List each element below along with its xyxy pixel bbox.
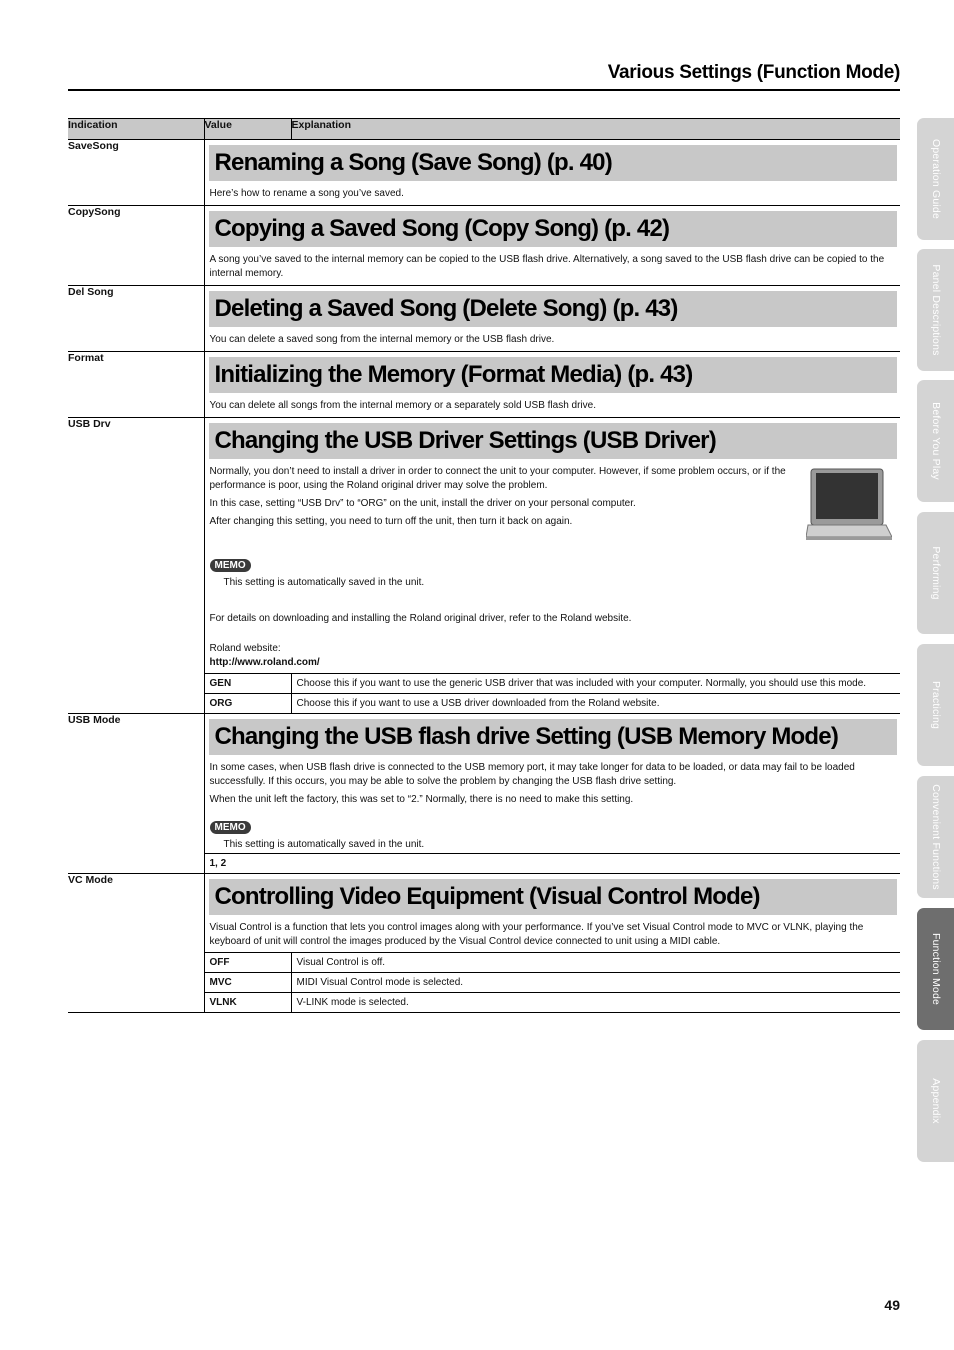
value-org: ORG — [204, 694, 291, 714]
usb-driver-text-5: Roland website: — [209, 643, 281, 654]
usb-mode-value-range: 1, 2 — [205, 853, 901, 873]
header-indication: Indication — [68, 119, 204, 140]
indication-usbdrv: USB Drv — [68, 418, 204, 714]
value-gen-desc: Choose this if you want to use the generic USB driver that was included with your computer. Normally, you should use this mode. — [291, 674, 900, 694]
section-text: You can delete all songs from the internal memory or a separately sold USB flash drive. — [209, 400, 596, 411]
section-heading: Controlling Video Equipment (Visual Control Mode) — [209, 879, 898, 915]
indication-vcmode: VC Mode — [68, 874, 204, 1013]
value-gen: GEN — [204, 674, 291, 694]
memo-text: This setting is automatically saved in the unit. — [223, 839, 425, 850]
usb-driver-text-3: After changing this setting, you need to turn off the unit, then turn it back on again. — [209, 516, 573, 527]
section-text: A song you’ve saved to the internal memory can be copied to the USB flash drive. Alternatively, a song saved to the USB flash drive can be copied to the internal memory. — [209, 254, 885, 279]
header-explanation: Explanation — [291, 119, 900, 140]
section-heading: Changing the USB Driver Settings (USB Driver) — [209, 423, 898, 459]
settings-table — [68, 118, 900, 1013]
value-off: OFF — [204, 953, 291, 973]
side-tab-panel-descriptions[interactable]: Panel Descriptions — [917, 249, 954, 371]
indication-savesong: SaveSong — [68, 140, 204, 206]
explanation-cell — [204, 418, 900, 674]
side-tab-before-you-play[interactable]: Before You Play — [917, 380, 954, 502]
indication-delsong: Del Song — [68, 286, 204, 352]
side-tab-performing[interactable]: Performing — [917, 512, 954, 634]
side-tab-convenient-functions[interactable]: Convenient Functions — [917, 776, 954, 898]
section-heading: Renaming a Song (Save Song) (p. 40) — [209, 145, 898, 181]
table-row — [68, 286, 900, 352]
table-row — [68, 140, 900, 206]
page-title: Various Settings (Function Mode) — [607, 62, 900, 83]
side-tab-function-mode[interactable]: Function Mode — [917, 908, 954, 1030]
explanation-cell — [204, 352, 900, 418]
explanation-cell — [204, 206, 900, 286]
side-tab-appendix[interactable]: Appendix — [917, 1040, 954, 1162]
section-text: You can delete a saved song from the internal memory or the USB flash drive. — [209, 334, 555, 345]
header-value: Value — [204, 119, 291, 140]
value-off-desc: Visual Control is off. — [291, 953, 900, 973]
section-heading: Changing the USB flash drive Setting (USB Memory Mode) — [209, 719, 898, 755]
usb-driver-body — [205, 465, 901, 670]
value-vlnk-desc: V-LINK mode is selected. — [291, 993, 900, 1013]
laptop-computer-icon — [806, 467, 892, 548]
table-row — [68, 418, 900, 674]
table-row — [68, 714, 900, 874]
side-tab-practicing[interactable]: Practicing — [917, 644, 954, 766]
table-row — [68, 352, 900, 418]
usb-driver-text-4: For details on downloading and installing the Roland original driver, refer to the Roland website. — [209, 613, 632, 624]
memo-badge: MEMO — [210, 821, 251, 834]
explanation-cell — [204, 140, 900, 206]
explanation-cell — [204, 286, 900, 352]
usb-driver-text-1: Normally, you don’t need to install a driver in order to connect the unit to your computer. However, if some problem occurs, or if the performance is poor, using the Roland original driver may solve the problem. — [209, 466, 786, 491]
memo-text: This setting is automatically saved in the unit. — [223, 577, 425, 588]
table-row — [68, 874, 900, 953]
explanation-cell — [204, 874, 900, 953]
value-vlnk: VLNK — [204, 993, 291, 1013]
usb-driver-text-2: In this case, setting “USB Drv” to “ORG” on the unit, install the driver on your personal computer. — [209, 498, 636, 509]
section-heading: Copying a Saved Song (Copy Song) (p. 42) — [209, 211, 898, 247]
page-number: 49 — [884, 1297, 900, 1313]
vc-mode-text: Visual Control is a function that lets you control images along with your performance. If you’ve set Visual Control mode to MVC or VLNK, playing the keyboard of unit will control the images produced by the Visual Control device connected to unit using a MIDI cable. — [209, 922, 864, 947]
title-rule — [68, 89, 900, 91]
indication-copysong: CopySong — [68, 206, 204, 286]
indication-format: Format — [68, 352, 204, 418]
indication-usbmode: USB Mode — [68, 714, 204, 874]
table-header-row — [68, 119, 900, 140]
roland-website-link[interactable]: http://www.roland.com/ — [209, 657, 320, 668]
section-heading: Initializing the Memory (Format Media) (p. 43) — [209, 357, 898, 393]
section-heading: Deleting a Saved Song (Delete Song) (p. 43) — [209, 291, 898, 327]
value-mvc-desc: MIDI Visual Control mode is selected. — [291, 973, 900, 993]
side-tab-operation-guide[interactable]: Operation Guide — [917, 118, 954, 240]
table-row — [68, 206, 900, 286]
memo-badge: MEMO — [210, 559, 251, 572]
explanation-cell — [204, 714, 900, 874]
value-org-desc: Choose this if you want to use a USB driver downloaded from the Roland website. — [291, 694, 900, 714]
usb-mode-text-2: When the unit left the factory, this was set to “2.” Normally, there is no need to make this setting. — [209, 794, 634, 805]
usb-mode-text-1: In some cases, when USB flash drive is connected to the USB memory port, it may take longer for data to be loaded, or data may fail to be loaded successfully. If this occurs, you may be able to solve the problem by changing the USB flash drive setting. — [209, 762, 855, 787]
value-mvc: MVC — [204, 973, 291, 993]
section-text: Here’s how to rename a song you’ve saved. — [209, 188, 404, 199]
